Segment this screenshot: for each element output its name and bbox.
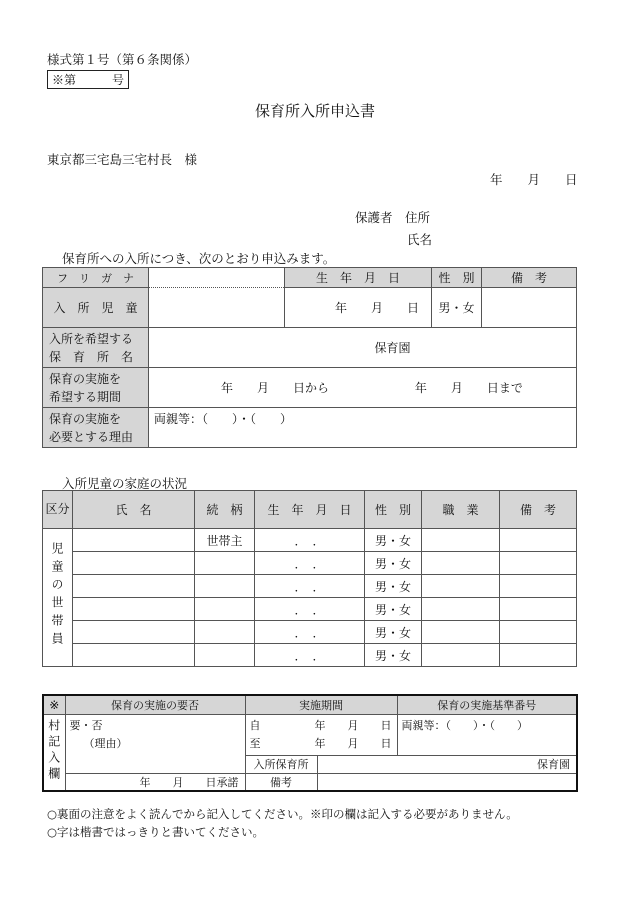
application-date[interactable]: 年 月 日 <box>490 172 578 187</box>
form-title: 保育所入所申込書 <box>254 102 375 120</box>
child-birthdate-field[interactable]: 年 月 日 <box>285 288 432 328</box>
to-date: 年 月 日 <box>314 736 392 750</box>
sex-header: 性 別 <box>365 491 422 529</box>
member-notes-cell[interactable] <box>500 644 577 667</box>
need-reason: （理由） <box>83 736 128 750</box>
member-birthdate-cell[interactable]: ． ． <box>255 529 365 552</box>
household-side-label: 児童の世帯員 <box>43 529 73 667</box>
reason-label-line1: 保育の実施を <box>49 411 122 426</box>
member-sex-cell[interactable]: 男・女 <box>365 552 422 575</box>
notes-header: 備 考 <box>500 491 577 529</box>
member-sex-cell[interactable]: 男・女 <box>365 575 422 598</box>
occupation-header: 職 業 <box>422 491 500 529</box>
application-table <box>42 267 577 448</box>
hope-nursery-label-line2: 保 育 所 名 <box>49 349 134 364</box>
approval-field[interactable]: 年 月 日承諾 <box>65 773 245 791</box>
furigana-label: フ リ ガ ナ <box>43 268 149 288</box>
birthdate-header: 生 年 月 日 <box>285 268 432 288</box>
village-side-label: 村記入欄 <box>43 714 65 791</box>
member-name-cell[interactable] <box>73 644 195 667</box>
need-value: 要・否 <box>69 718 103 732</box>
village-mark: ※ <box>43 695 65 714</box>
member-birthdate-cell[interactable]: ． ． <box>255 575 365 598</box>
member-occupation-cell[interactable] <box>422 575 500 598</box>
member-occupation-cell[interactable] <box>422 621 500 644</box>
member-birthdate-cell[interactable]: ． ． <box>255 598 365 621</box>
reason-label <box>43 408 149 448</box>
name-header: 氏 名 <box>73 491 195 529</box>
child-name-field[interactable] <box>149 288 285 328</box>
household-caption: 入所児童の家庭の状況 <box>62 476 188 491</box>
category-header: 区分 <box>43 491 73 529</box>
hope-nursery-label-line1: 入所を希望する <box>49 331 134 346</box>
nursery-field[interactable]: 保育園 <box>317 755 577 773</box>
member-notes-cell[interactable] <box>500 575 577 598</box>
member-name-cell[interactable] <box>73 529 195 552</box>
member-relation-cell[interactable] <box>195 644 255 667</box>
footnote-1: ○裏面の注意をよく読んでから記入してください。※印の欄は記入する必要がありません。 <box>47 807 518 821</box>
addressee: 東京都三宅島三宅村長 様 <box>47 152 198 167</box>
birthdate-header: 生 年 月 日 <box>255 491 365 529</box>
member-sex-cell[interactable]: 男・女 <box>365 598 422 621</box>
table-row <box>43 552 577 575</box>
member-relation-cell[interactable]: 世帯主 <box>195 529 255 552</box>
notes-label: 備考 <box>245 773 317 791</box>
period-label-line1: 保育の実施を <box>49 371 122 386</box>
member-name-cell[interactable] <box>73 552 195 575</box>
member-birthdate-cell[interactable]: ． ． <box>255 621 365 644</box>
member-notes-cell[interactable] <box>500 529 577 552</box>
member-name-cell[interactable] <box>73 598 195 621</box>
child-sex-field[interactable]: 男・女 <box>432 288 482 328</box>
hope-nursery-label <box>43 328 149 368</box>
from-date: 年 月 日 <box>314 718 392 732</box>
notes-field[interactable] <box>317 773 577 791</box>
member-notes-cell[interactable] <box>500 552 577 575</box>
guardian-name-label: 氏名 <box>407 232 433 247</box>
member-notes-cell[interactable] <box>500 621 577 644</box>
table-row <box>43 575 577 598</box>
member-relation-cell[interactable] <box>195 552 255 575</box>
relation-header: 続 柄 <box>195 491 255 529</box>
child-notes-field[interactable] <box>482 288 577 328</box>
member-sex-cell[interactable]: 男・女 <box>365 621 422 644</box>
reception-number-box: ※第 号 <box>47 70 129 89</box>
period-field[interactable] <box>149 368 577 408</box>
member-notes-cell[interactable] <box>500 598 577 621</box>
member-relation-cell[interactable] <box>195 598 255 621</box>
need-header: 保育の実施の要否 <box>65 695 245 714</box>
table-row <box>43 598 577 621</box>
reason-field[interactable]: 両親等：（ ）・（ ） <box>149 408 577 448</box>
member-occupation-cell[interactable] <box>422 552 500 575</box>
form-number: 様式第１号（第６条関係） <box>47 52 198 67</box>
sex-header: 性 別 <box>432 268 482 288</box>
member-occupation-cell[interactable] <box>422 598 500 621</box>
member-birthdate-cell[interactable]: ． ． <box>255 552 365 575</box>
household-table <box>42 490 577 667</box>
furigana-field[interactable] <box>149 268 285 288</box>
footnote-2: ○字は楷書ではっきりと書いてください。 <box>47 825 265 839</box>
to-label: 至 <box>249 736 261 750</box>
code-header: 保育の実施基準番号 <box>397 695 577 714</box>
need-field[interactable] <box>65 714 245 773</box>
member-occupation-cell[interactable] <box>422 644 500 667</box>
nursery-label: 入所保育所 <box>245 755 317 773</box>
period-header: 実施期間 <box>245 695 397 714</box>
period-label-line2: 希望する期間 <box>49 389 122 404</box>
reason-label-line2: 必要とする理由 <box>49 429 134 444</box>
member-sex-cell[interactable]: 男・女 <box>365 644 422 667</box>
hope-nursery-field[interactable]: 保育園 <box>149 328 577 368</box>
table-row <box>43 529 577 552</box>
member-name-cell[interactable] <box>73 575 195 598</box>
intro-text: 保育所への入所につき、次のとおり申込みます。 <box>62 251 336 266</box>
member-sex-cell[interactable]: 男・女 <box>365 529 422 552</box>
guardian-address-label: 保護者 住所 <box>355 210 431 225</box>
table-row <box>43 644 577 667</box>
member-relation-cell[interactable] <box>195 621 255 644</box>
period-field[interactable] <box>245 714 397 755</box>
period-to: 年 月 日まで <box>414 381 523 395</box>
member-birthdate-cell[interactable]: ． ． <box>255 644 365 667</box>
member-name-cell[interactable] <box>73 621 195 644</box>
notes-header: 備 考 <box>482 268 577 288</box>
period-label <box>43 368 149 408</box>
table-row <box>43 621 577 644</box>
from-label: 自 <box>249 718 261 732</box>
village-use-table <box>42 694 578 792</box>
child-label: 入 所 児 童 <box>43 288 149 328</box>
member-relation-cell[interactable] <box>195 575 255 598</box>
period-from: 年 月 日から <box>220 381 329 395</box>
code-field[interactable]: 両親等：（ ）・（ ） <box>397 714 577 755</box>
member-occupation-cell[interactable] <box>422 529 500 552</box>
